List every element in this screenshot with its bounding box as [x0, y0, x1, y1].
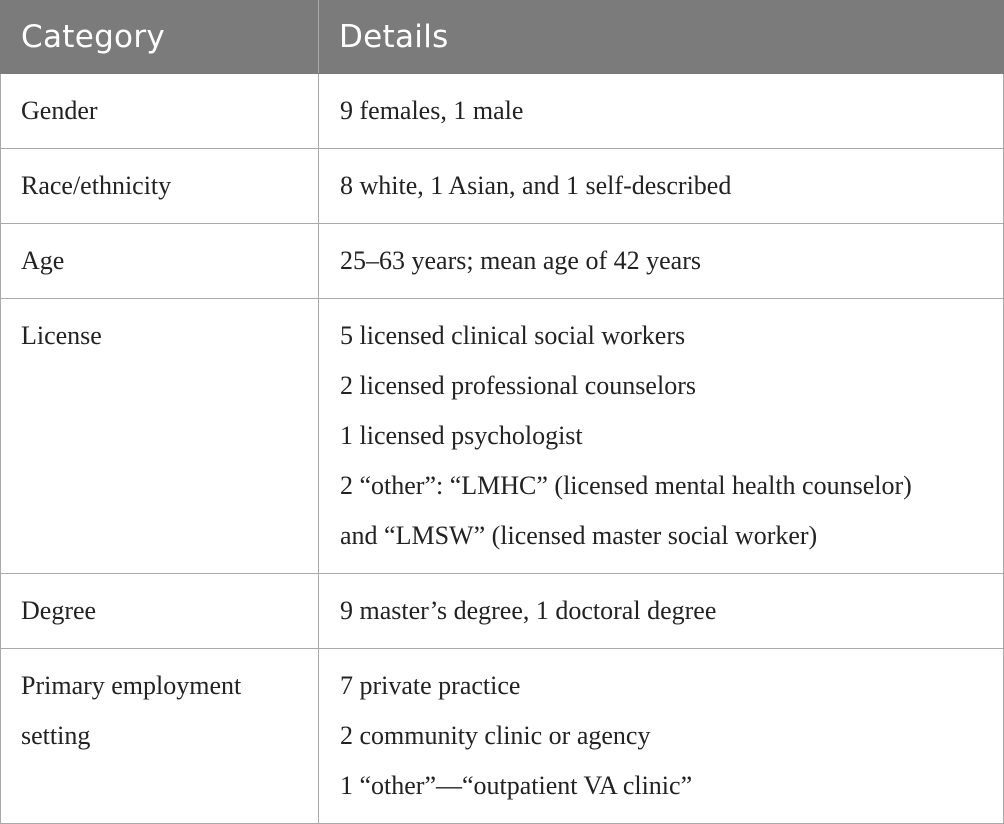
category-cell [1, 649, 319, 824]
details-cell [319, 74, 1004, 149]
details-text: 1 “other”—“outpatient VA clinic” [340, 771, 693, 800]
details-text: 9 females, 1 male [340, 96, 524, 125]
header-row [1, 1, 1004, 74]
table-row [1, 74, 1004, 149]
details-text: 2 “other”: “LMHC” (licensed mental health counselor) [340, 471, 912, 500]
details-cell [319, 149, 1004, 224]
table-row [1, 149, 1004, 224]
category-cell [1, 224, 319, 299]
header-category: Category [1, 1, 319, 74]
details-cell [319, 574, 1004, 649]
details-text: 5 licensed clinical social workers [340, 321, 686, 350]
category-text: Gender [21, 96, 98, 125]
details-text: 2 community clinic or agency [340, 721, 651, 750]
category-cell [1, 574, 319, 649]
category-text: Degree [21, 596, 97, 625]
table-row [1, 224, 1004, 299]
category-text: setting [21, 721, 91, 750]
table-row [1, 299, 1004, 574]
details-text: 7 private practice [340, 671, 521, 700]
details-text: 1 licensed psychologist [340, 421, 583, 450]
table-row [1, 574, 1004, 649]
table-row [1, 649, 1004, 824]
category-text: Primary employment [21, 671, 242, 700]
details-text: 8 white, 1 Asian, and 1 self-described [340, 171, 732, 200]
header-details: Details [319, 1, 1004, 74]
category-text: License [21, 321, 102, 350]
details-text: and “LMSW” (licensed master social worker) [340, 521, 818, 550]
category-cell [1, 74, 319, 149]
details-text: 9 master’s degree, 1 doctoral degree [340, 596, 717, 625]
details-text: 25–63 years; mean age of 42 years [340, 246, 701, 275]
category-cell [1, 149, 319, 224]
details-cell [319, 224, 1004, 299]
category-text: Age [21, 246, 65, 275]
details-text: 2 licensed professional counselors [340, 371, 696, 400]
details-cell [319, 299, 1004, 574]
details-cell [319, 649, 1004, 824]
category-cell [1, 299, 319, 574]
category-text: Race/ethnicity [21, 171, 172, 200]
